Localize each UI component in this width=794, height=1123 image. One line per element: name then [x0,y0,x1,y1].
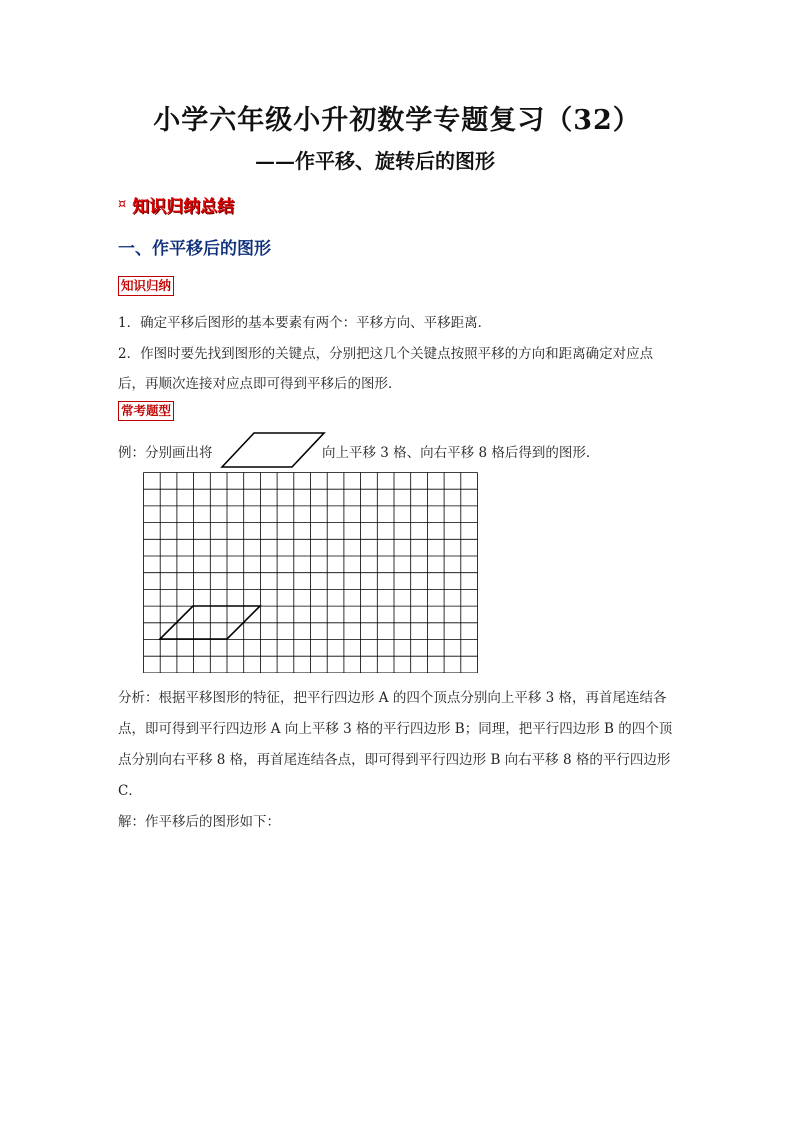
page-title: 小学六年级小升初数学专题复习（32） [153,105,641,136]
parallelogram-outline [222,433,324,467]
analysis-line-1: 分析：根据平移图形的特征，把平行四边形 A 的四个顶点分别向上平移 3 格，再首尾连结各 [118,690,667,706]
page-subtitle: ——作平移、旋转后的图形 [255,149,495,173]
section-mark-icon: ¤ [118,197,127,212]
point-2-line-1: 2．作图时要先找到图形的关键点，分别把这几个关键点按照平移的方向和距离确定对应点 [118,346,654,362]
knowledge-summary-heading [118,192,234,217]
common-question-tag: 常考题型 [118,401,174,421]
point-1: 1．确定平移后图形的基本要素有两个：平移方向、平移距离． [118,315,492,331]
section-heading-translation: 一、作平移后的图形 [118,239,271,259]
analysis-line-4: C． [118,783,142,799]
example-suffix: 向上平移 3 格、向右平移 8 格后得到的图形． [322,445,600,461]
analysis-line-2: 点，即可得到平行四边形 A 向上平移 3 格的平行四边形 B；同理，把平行四边形 B 的四个顶 [118,721,673,737]
solution-line: 解：作平移后的图形如下： [118,814,280,830]
square-grid [143,472,479,673]
parallelogram-inline-figure [220,431,326,469]
knowledge-summary-text: 知识归纳总结 [132,197,235,217]
point-2-line-2: 后，再顺次连接对应点即可得到平移后的图形． [118,376,402,392]
knowledge-tag: 知识归纳 [118,276,174,296]
example-prefix: 例：分别画出将 [118,445,213,461]
grid-lines [144,473,478,673]
analysis-line-3: 点分别向右平移 8 格，再首尾连结各点，即可得到平行四边形 B 向右平移 8 格的平行四边形 [118,752,671,768]
